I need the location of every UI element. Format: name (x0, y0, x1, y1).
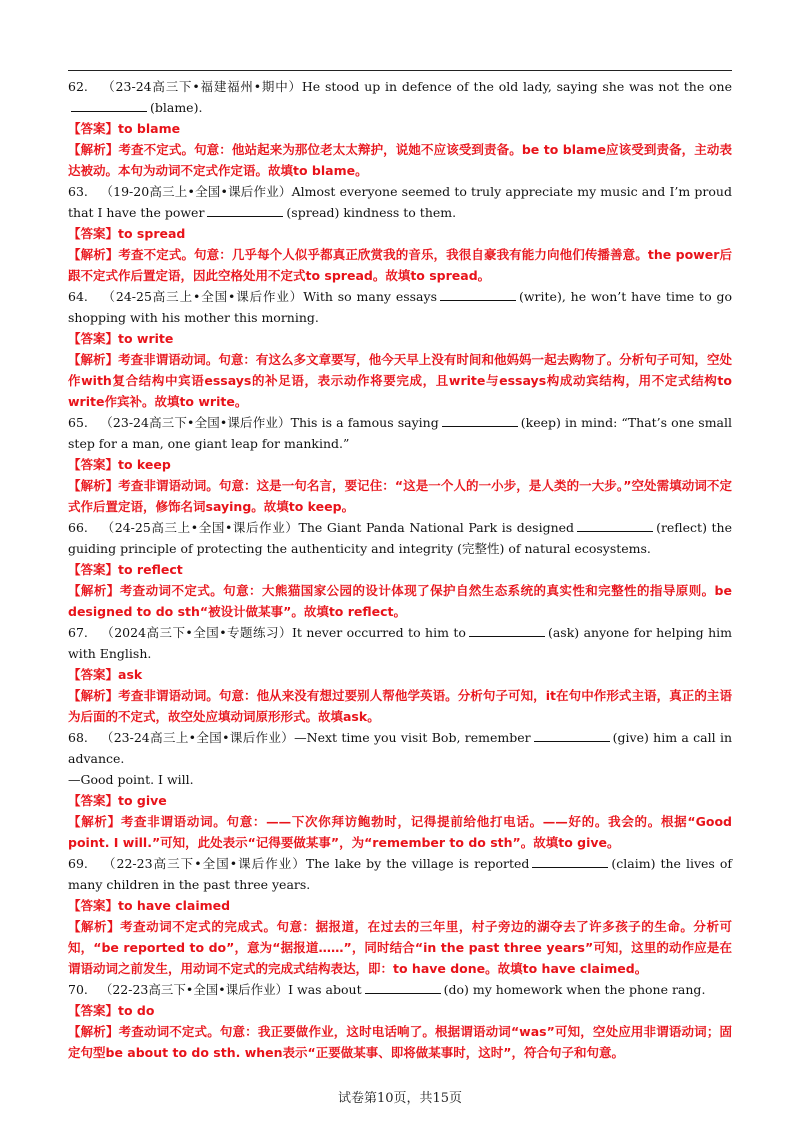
question-stem: With so many essays (303, 289, 437, 304)
question-item (68, 853, 732, 979)
question-number: 66. (68, 520, 88, 535)
question-hint: (ask) anyone for helping him with English. (68, 625, 733, 661)
question-hint: (keep) in mind: “That’s one small step for a man, one giant leap for mankind.” (68, 415, 732, 451)
answer-line (68, 454, 732, 475)
answer-tag: 【答案】 (68, 667, 119, 682)
question-number: 65. (68, 415, 88, 430)
question-stem: It never occurred to him to (291, 625, 466, 640)
question-source: （24-25高三上•全国•课后作业） (101, 520, 299, 535)
question-hint: (reflect) the guiding principle of protecting the authenticity and integrity (完整性) of natural ecosystems. (68, 520, 733, 556)
answer-blank (532, 854, 608, 868)
analysis-tag: 【解析】 (68, 478, 119, 493)
question-item (68, 979, 732, 1063)
question-text (68, 517, 732, 559)
analysis-tag: 【解析】 (68, 688, 119, 703)
analysis-tag: 【解析】 (68, 1024, 119, 1039)
analysis-text: 考查不定式。句意：他站起来为那位老太太辩护，说她不应该受到责备。be to blame应该受到责备，主动表达被动。本句为动词不定式作定语。故填to blame。 (68, 142, 732, 178)
answer-line (68, 895, 732, 916)
analysis-tag: 【解析】 (68, 583, 120, 598)
question-source: （23-24高三下•全国•课后作业） (100, 415, 291, 430)
answer-tag: 【答案】 (68, 562, 119, 577)
analysis-block (68, 1021, 732, 1063)
question-stem: This is a famous saying (290, 415, 439, 430)
answer-tag: 【答案】 (68, 226, 119, 241)
analysis-block (68, 244, 732, 286)
analysis-tag: 【解析】 (68, 814, 121, 829)
answer-value: to write (118, 331, 174, 346)
answer-tag: 【答案】 (68, 898, 119, 913)
analysis-block (68, 916, 732, 979)
analysis-text: 考查动词不定式的完成式。句意：据报道，在过去的三年里，村子旁边的湖夺去了许多孩子的生命。分析可知，“be reported to do”，意为“据报道……”，同时结合“in the past three years”可知，这里的动作应是在谓语动词之前发生，用动词不定式的完成式结构表达，即：to have done。故填to have claimed。 (68, 919, 732, 976)
analysis-block (68, 811, 732, 853)
analysis-tag: 【解析】 (68, 247, 119, 262)
question-item (68, 727, 732, 853)
question-item (68, 412, 732, 517)
question-hint: (spread) kindness to them. (286, 205, 457, 220)
answer-value: to keep (118, 457, 171, 472)
answer-value: to have claimed (118, 898, 231, 913)
question-text (68, 727, 732, 769)
answer-tag: 【答案】 (68, 1003, 119, 1018)
answer-tag: 【答案】 (68, 331, 119, 346)
analysis-tag: 【解析】 (68, 919, 121, 934)
analysis-block (68, 139, 732, 181)
question-number: 63. (68, 184, 88, 199)
question-number: 62. (68, 79, 88, 94)
answer-value: to do (118, 1003, 155, 1018)
answer-blank (440, 287, 516, 301)
analysis-block (68, 580, 732, 622)
analysis-text: 考查动词不定式。句意：大熊猫国家公园的设计体现了保护自然生态系统的真实性和完整性的指导原则。be designed to do sth“被设计做某事”。故填to reflect。 (68, 583, 732, 619)
question-source: （22-23高三下•全国•课后作业） (102, 856, 306, 871)
question-source: （23-24高三下•福建福州•期中） (102, 79, 302, 94)
answer-blank (71, 98, 147, 112)
analysis-tag: 【解析】 (68, 352, 119, 367)
answer-tag: 【答案】 (68, 457, 119, 472)
question-source: （23-24高三上•全国•课后作业） (100, 730, 295, 745)
answer-line (68, 328, 732, 349)
dialogue-reply: —Good point. I will. (68, 772, 194, 787)
answer-line (68, 664, 732, 685)
answer-value: to spread (118, 226, 186, 241)
question-stem: —Next time you visit Bob, remember (294, 730, 531, 745)
question-hint: (claim) the lives of many children in the past three years. (68, 856, 732, 892)
question-text (68, 286, 732, 328)
question-stem: The Giant Panda National Park is designed (298, 520, 575, 535)
top-rule (68, 70, 732, 71)
question-number: 64. (68, 289, 88, 304)
analysis-block (68, 349, 732, 412)
answer-blank (365, 980, 441, 994)
question-stem: The lake by the village is reported (305, 856, 530, 871)
answer-blank (577, 518, 653, 532)
question-number: 68. (68, 730, 88, 745)
question-stem: He stood up in defence of the old lady, saying she was not the one (301, 79, 732, 94)
answer-tag: 【答案】 (68, 793, 119, 808)
analysis-text: 考查非谓语动词。句意：他从来没有想过要别人帮他学英语。分析句子可知，it在句中作形式主语，真正的主语为后面的不定式，故空处应填动词原形形式。故填ask。 (68, 688, 732, 724)
question-hint: (write), he won’t have time to go shopping with his mother this morning. (68, 289, 732, 325)
analysis-text: 考查非谓语动词。句意：——下次你拜访鲍勃时，记得提前给他打电话。——好的。我会的。根据“Good point. I will.”可知，此处表示“记得要做某事”，为“remember to do sth”。故填to give。 (68, 814, 732, 850)
question-hint: (give) him a call in advance. (68, 730, 732, 766)
analysis-tag: 【解析】 (68, 142, 119, 157)
analysis-text: 考查非谓语动词。句意：有这么多文章要写，他今天早上没有时间和他妈妈一起去购物了。分析句子可知，空处作with复合结构中宾语essays的补足语，表示动作将要完成，且write与essays构成动宾结构，用不定式结构to write作宾补。故填to write。 (68, 352, 732, 409)
answer-value: to give (118, 793, 167, 808)
answer-line (68, 118, 732, 139)
question-stem: I was about (288, 982, 362, 997)
question-item (68, 622, 732, 727)
answer-value: to blame (118, 121, 181, 136)
question-source: （22-23高三下•全国•课后作业） (99, 982, 289, 997)
answer-blank (207, 203, 283, 217)
question-source: （2024高三下•全国•专题练习） (101, 625, 292, 640)
question-number: 67. (68, 625, 88, 640)
question-source: （19-20高三上•全国•课后作业） (100, 184, 292, 199)
analysis-block (68, 475, 732, 517)
question-number: 70. (68, 982, 88, 997)
answer-blank (469, 623, 545, 637)
question-item (68, 517, 732, 622)
question-text (68, 76, 732, 118)
question-text (68, 622, 732, 664)
analysis-block (68, 685, 732, 727)
question-item (68, 181, 732, 286)
question-number: 69. (68, 856, 88, 871)
answer-value: ask (118, 667, 143, 682)
analysis-text: 考查动词不定式。句意：我正要做作业，这时电话响了。根据谓语动词“was”可知，空处应用非谓语动词；固定句型be about to do sth. when表示“正要做某事、即将做某事时，这时”，符合句子和句意。 (68, 1024, 732, 1060)
answer-line (68, 1000, 732, 1021)
question-text (68, 181, 732, 223)
answer-blank (534, 728, 610, 742)
answer-line (68, 790, 732, 811)
answer-line (68, 223, 732, 244)
analysis-text: 考查非谓语动词。句意：这是一句名言，要记住：“这是一个人的一小步，是人类的一大步。”空处需填动词不定式作后置定语，修饰名词saying。故填to keep。 (68, 478, 732, 514)
answer-blank (442, 413, 518, 427)
question-stem: Almost everyone seemed to truly appreciate my music and I’m proud that I have the power (68, 184, 732, 220)
answer-value: to reflect (118, 562, 183, 577)
question-list (68, 76, 732, 1063)
question-item (68, 286, 732, 412)
question-text (68, 412, 732, 454)
question-source: （24-25高三上•全国•课后作业） (102, 289, 304, 304)
question-text (68, 979, 732, 1000)
answer-tag: 【答案】 (68, 121, 119, 136)
question-hint: (do) my homework when the phone rang. (443, 982, 706, 997)
answer-line (68, 559, 732, 580)
question-item (68, 76, 732, 181)
question-hint: (blame). (150, 100, 203, 115)
question-text (68, 853, 732, 895)
page-footer: 试卷第10页，共15页 (337, 1091, 463, 1106)
analysis-text: 考查不定式。句意：几乎每个人似乎都真正欣赏我的音乐，我很自豪我有能力向他们传播善意。the power后跟不定式作后置定语，因此空格处用不定式to spread。故填to spread。 (68, 247, 732, 283)
